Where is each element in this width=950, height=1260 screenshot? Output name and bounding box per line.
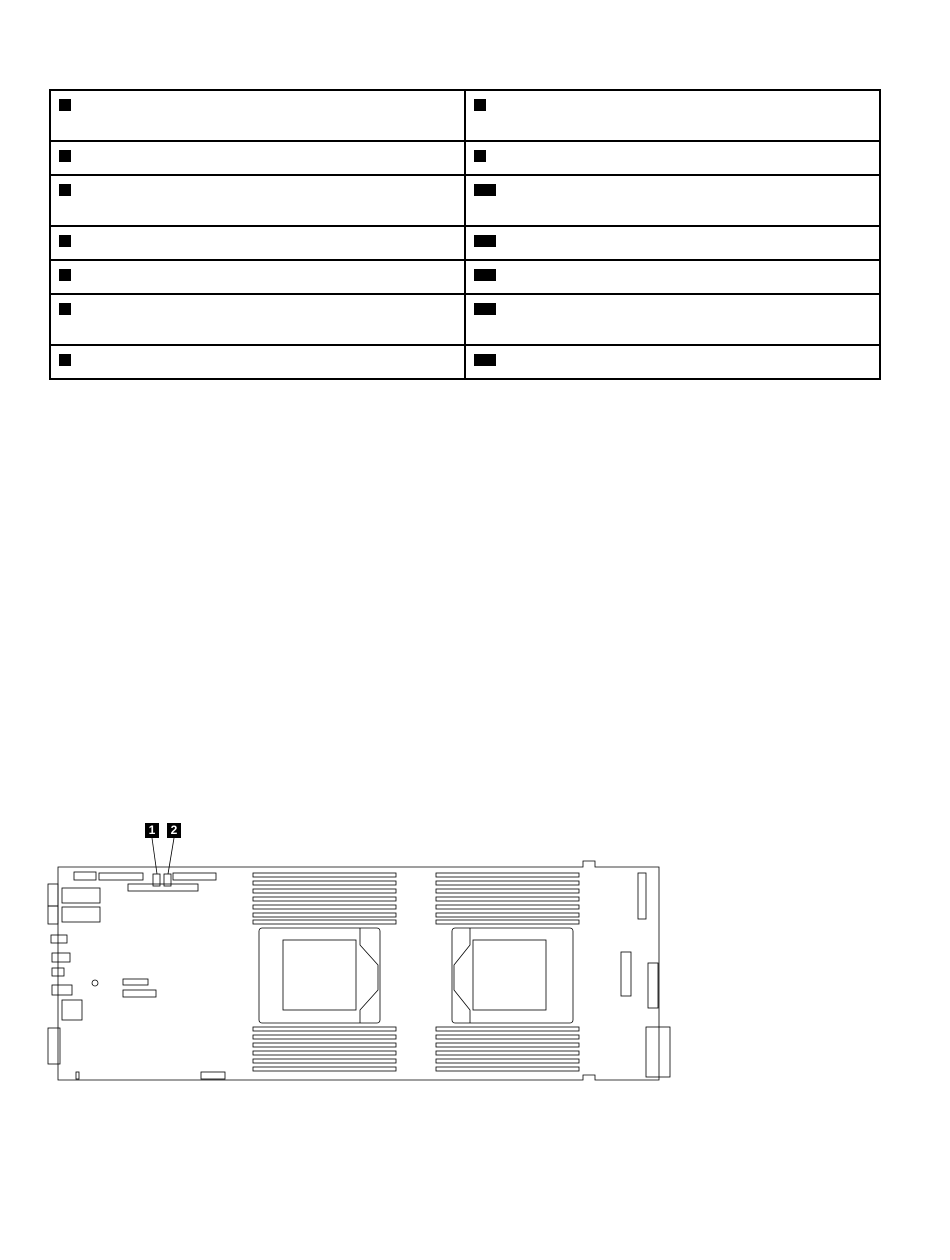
pcie-slot — [173, 873, 216, 880]
cpu-1-die — [283, 940, 356, 1010]
cpu-2-die — [473, 940, 546, 1010]
rear-connector — [646, 1027, 670, 1077]
bottom-header — [201, 1072, 225, 1079]
pcie-slot — [128, 884, 198, 891]
pcie-slot — [123, 979, 148, 985]
battery — [76, 1072, 79, 1079]
callout-badge: 5 — [59, 184, 71, 196]
pcie-slot — [99, 873, 143, 880]
callout-badge: 7 — [59, 269, 71, 281]
dimm-bank-lower-left — [253, 1027, 396, 1071]
callout-badge: 12 — [474, 269, 496, 281]
pcie-slot — [123, 990, 156, 997]
callout-badge: 8 — [59, 303, 71, 315]
callout-badge: 11 — [474, 235, 496, 247]
callout-badge: 9 — [59, 354, 71, 366]
callout-badge: 14 — [474, 354, 496, 366]
small-port — [52, 953, 70, 962]
small-port — [52, 985, 72, 995]
vertical-slot — [638, 873, 646, 919]
io-port — [48, 884, 58, 906]
power-connector — [62, 1000, 82, 1020]
diagram-callout-1: 1 — [145, 823, 159, 838]
callout-badge: 10 — [474, 184, 496, 196]
callout-badge: 4 — [474, 150, 486, 162]
usb-port — [62, 888, 100, 903]
top-header — [74, 872, 96, 880]
cpu-1-socket — [259, 928, 380, 1023]
diagram-callout-2: 2 — [167, 823, 181, 838]
dimm-bank-upper-left — [253, 873, 396, 924]
callout-badge: 3 — [59, 150, 71, 162]
dimm-bank-upper-right — [436, 873, 579, 924]
callout-badge: 13 — [474, 303, 496, 315]
callout-badge: 6 — [59, 235, 71, 247]
vertical-slot — [648, 963, 658, 1008]
callout-badge: 1 — [59, 99, 71, 111]
callout-badge: 2 — [474, 99, 486, 111]
standoff — [92, 980, 98, 986]
small-port — [51, 935, 67, 943]
dimm-bank-lower-right — [436, 1027, 579, 1071]
usb-port — [62, 907, 100, 922]
io-port — [48, 906, 58, 924]
vertical-slot — [621, 952, 631, 996]
